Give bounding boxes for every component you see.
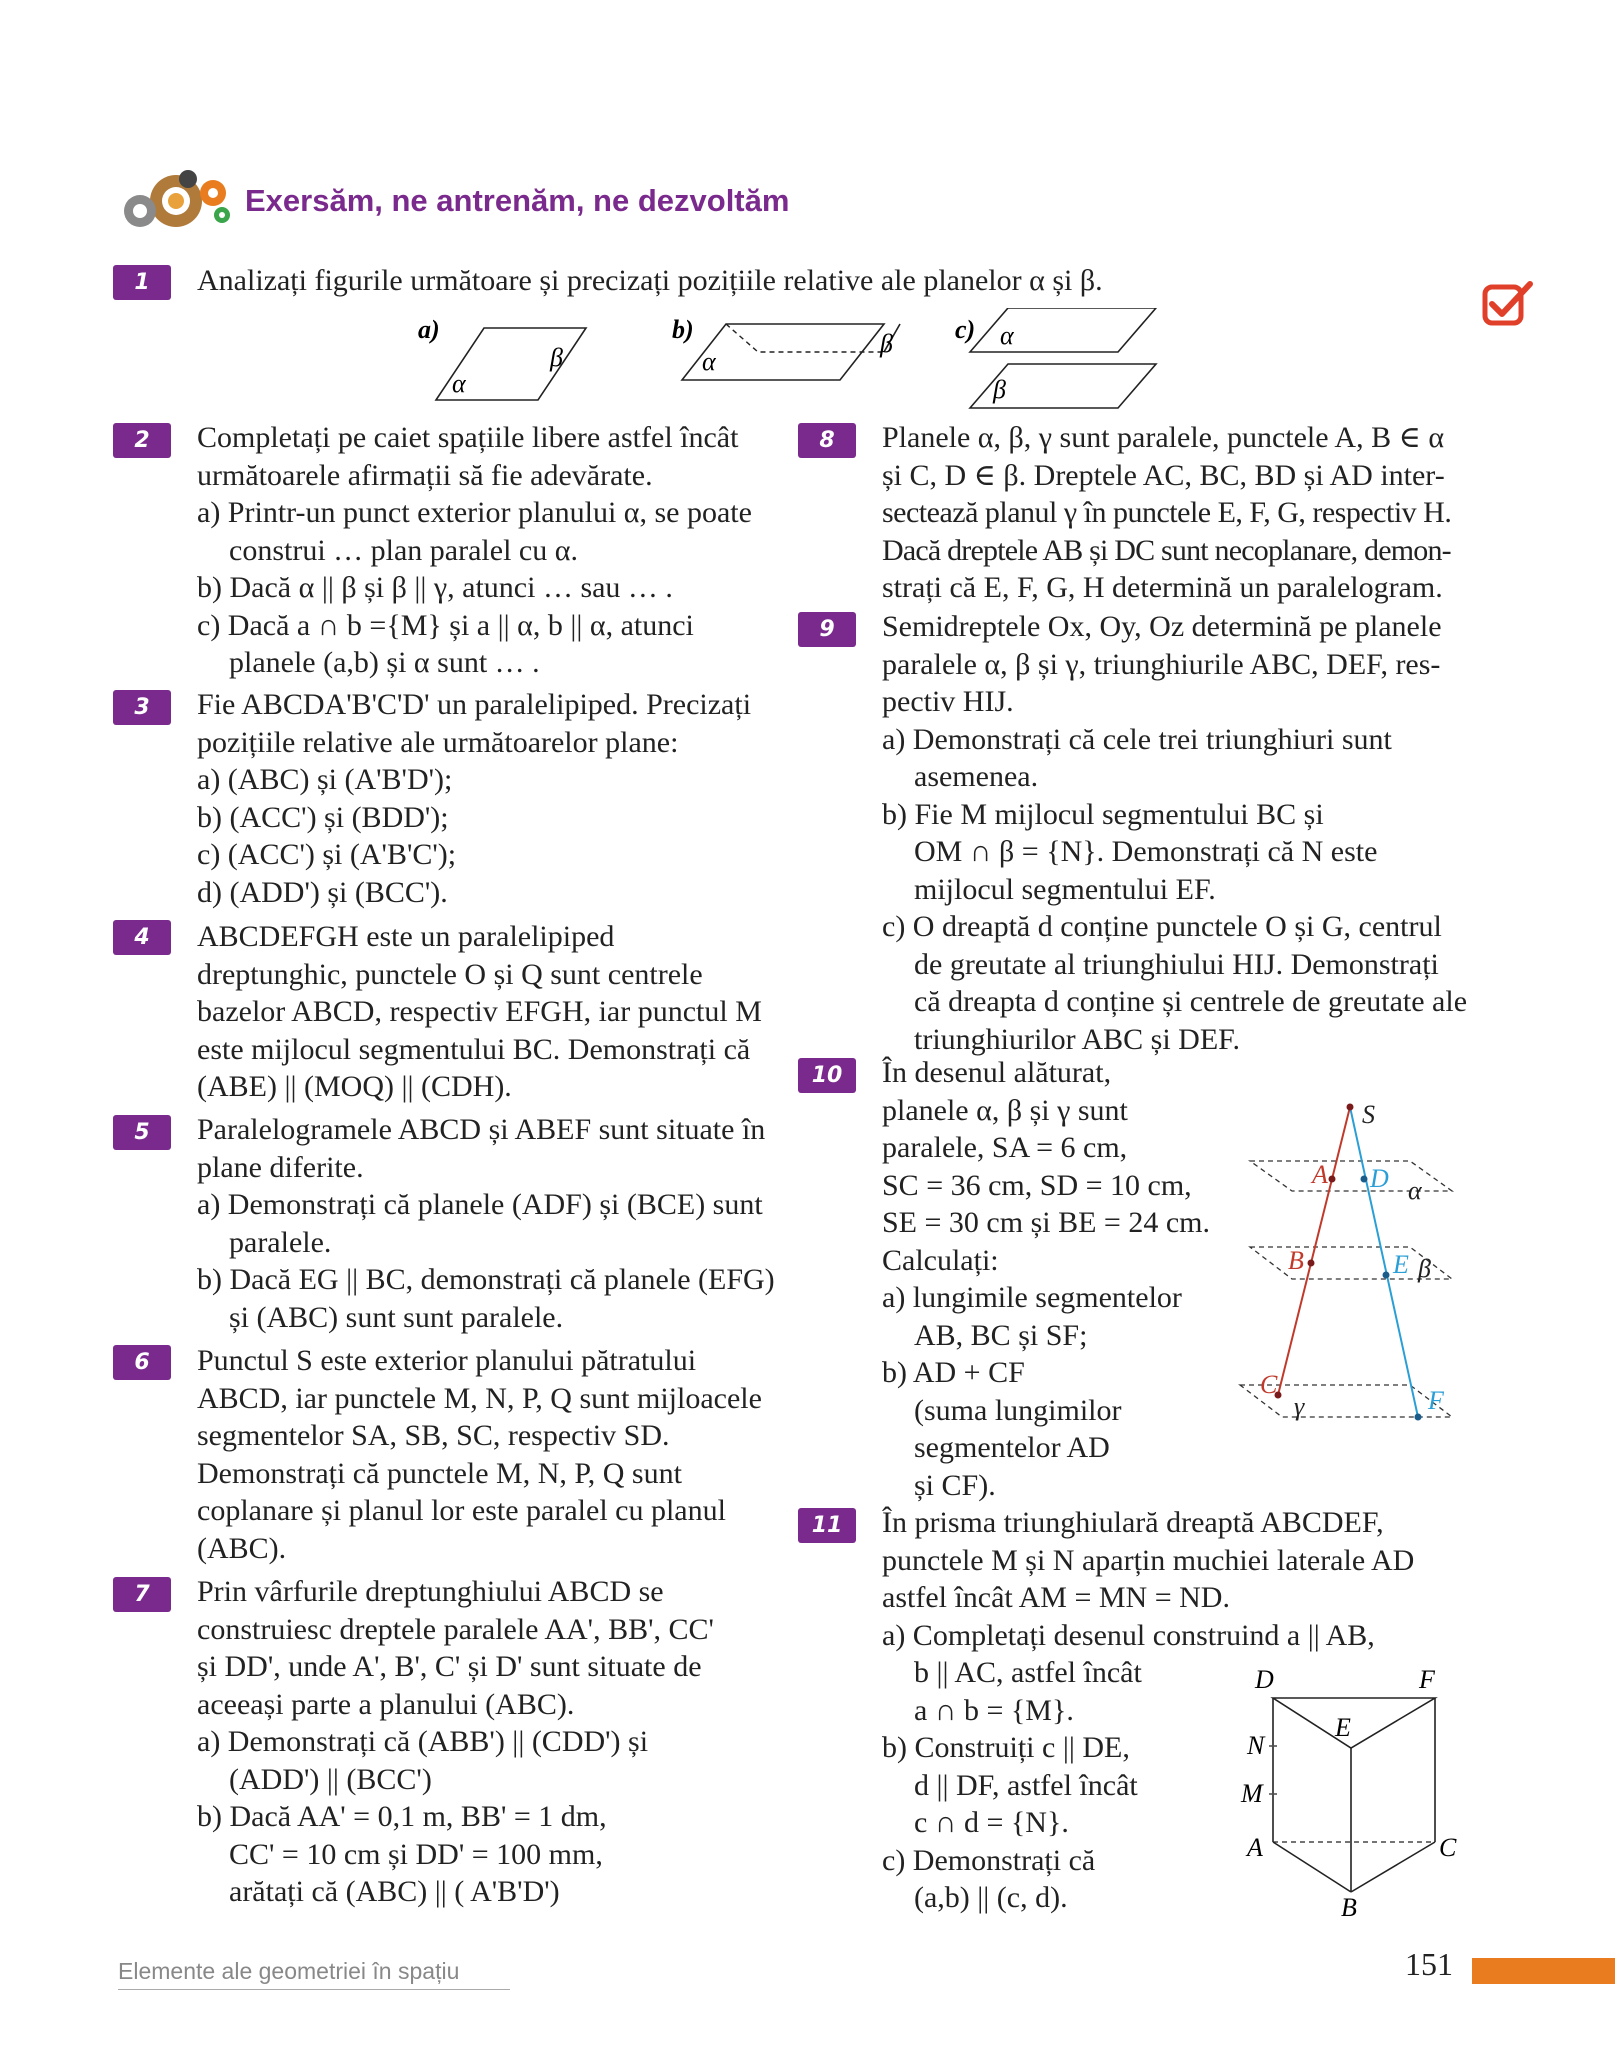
fig10-S: S bbox=[1362, 1100, 1375, 1129]
ex9-a: a) Demonstrați că cele trei triunghiuri sunt bbox=[882, 722, 1392, 756]
ex4-line: bazelor ABCD, respectiv EFGH, iar punctul M bbox=[197, 995, 762, 1028]
ex8-line: și C, D ∈ β. Dreptele AC, BC, BD și AD inter- bbox=[882, 458, 1445, 492]
ex3-c: c) (ACC') și (A'B'C'); bbox=[197, 838, 457, 871]
ex10-a: a) lungimile segmentelor bbox=[882, 1281, 1182, 1314]
ex11-line: astfel încât AM = MN = ND. bbox=[882, 1581, 1230, 1614]
checkbox-checked-icon bbox=[1482, 280, 1534, 326]
ex6-line: Punctul S este exterior planului pătratului bbox=[197, 1344, 697, 1377]
ex9-c-cont: de greutate al triunghiului HIJ. Demonstrați bbox=[914, 947, 1439, 981]
ex2-line: următoarele afirmații să fie adevărate. bbox=[197, 458, 653, 492]
ex11-c-cont: (a,b) || (c, d). bbox=[914, 1881, 1068, 1914]
fig-a-beta: β bbox=[550, 343, 563, 372]
fig10-gamma: γ bbox=[1294, 1392, 1305, 1421]
ex1-text: Analizați figurile următoare și precizați pozițiile relative ale planelor α și β. bbox=[197, 264, 1103, 297]
exercise-number-3: 3 bbox=[113, 690, 171, 725]
ex9-line: pectiv HIJ. bbox=[882, 685, 1014, 718]
ex6-line: (ABC). bbox=[197, 1531, 287, 1565]
ex8-line: strați că E, F, G, H determină un paralelogram. bbox=[882, 571, 1443, 604]
ex10-line: paralele, SA = 6 cm, bbox=[882, 1131, 1128, 1164]
exercise-number-2: 2 bbox=[113, 423, 171, 458]
ex10-b-cont: și CF). bbox=[914, 1468, 996, 1502]
ex10-text bbox=[882, 1054, 1210, 1504]
fig10-D: D bbox=[1370, 1164, 1389, 1193]
footer-accent-bar bbox=[1472, 1958, 1615, 1984]
ex4-line: este mijlocul segmentului BC. Demonstrați că bbox=[197, 1032, 751, 1066]
ex10-line: planele α, β și γ sunt bbox=[882, 1093, 1128, 1127]
ex9-b: b) Fie M mijlocul segmentului BC și bbox=[882, 797, 1324, 831]
ex10-line: SC = 36 cm, SD = 10 cm, bbox=[882, 1168, 1192, 1202]
ex6-line: segmentelor SA, SB, SC, respectiv SD. bbox=[197, 1419, 670, 1452]
ex7-line: aceeași parte a planului (ABC). bbox=[197, 1687, 575, 1721]
ex9-a-cont: asemenea. bbox=[914, 760, 1039, 793]
exercise-number-8: 8 bbox=[798, 423, 856, 458]
ex11-a-cont: b || AC, astfel încât bbox=[914, 1656, 1142, 1689]
ex9-b-cont: mijlocul segmentului EF. bbox=[914, 872, 1216, 906]
ex11-b: b) Construiți c || DE, bbox=[882, 1731, 1130, 1764]
ex6-line: Demonstrați că punctele M, N, P, Q sunt bbox=[197, 1456, 682, 1490]
ex5-b-cont: și (ABC) sunt sunt paralele. bbox=[229, 1300, 564, 1334]
fig-b-beta: β bbox=[880, 329, 893, 358]
ex9-text bbox=[882, 608, 1467, 1058]
ex2-a: a) Printr-un punct exterior planului α, se poate bbox=[197, 496, 752, 529]
ex3-b: b) (ACC') și (BDD'); bbox=[197, 800, 449, 834]
ex11-a-cont: a ∩ b = {M}. bbox=[914, 1693, 1074, 1727]
fig-c-label: c) bbox=[955, 315, 976, 344]
fig-c-alpha: α bbox=[1000, 321, 1014, 350]
fig10-beta: β bbox=[1418, 1254, 1431, 1283]
fig11-C: C bbox=[1439, 1833, 1457, 1862]
ex4-line: (ABE) || (MOQ) || (CDH). bbox=[197, 1070, 512, 1103]
page-title: Exersăm, ne antrenăm, ne dezvoltăm bbox=[245, 183, 790, 218]
ex10-line: Calculați: bbox=[882, 1243, 999, 1277]
ex3-line: pozițiile relative ale următoarelor plane: bbox=[197, 725, 679, 759]
fig-a-label: a) bbox=[418, 315, 440, 344]
ex10-a-cont: AB, BC și SF; bbox=[914, 1318, 1088, 1352]
ex9-line: paralele α, β și γ, triunghiurile ABC, DEF, res- bbox=[882, 647, 1441, 681]
fig-b-label: b) bbox=[672, 315, 694, 344]
ex8-text bbox=[882, 419, 1451, 607]
ex5-a-cont: paralele. bbox=[229, 1225, 332, 1259]
ex7-b: b) Dacă AA' = 0,1 m, BB' = 1 dm, bbox=[197, 1800, 607, 1833]
ex10-line: SE = 30 cm și BE = 24 cm. bbox=[882, 1206, 1210, 1239]
ex7-a-cont: (ADD') || (BCC') bbox=[229, 1762, 432, 1796]
ex7-line: și DD', unde A', B', C' și D' sunt situate de bbox=[197, 1650, 702, 1683]
ex2-c-cont: planele (a,b) și α sunt … . bbox=[229, 646, 540, 679]
fig-b-alpha: α bbox=[702, 347, 716, 376]
ex2-text bbox=[197, 419, 752, 682]
ex10-b: b) AD + CF bbox=[882, 1356, 1025, 1389]
ex5-b: b) Dacă EG || BC, demonstrați că planele (EFG) bbox=[197, 1263, 775, 1296]
ex8-line: Planele α, β, γ sunt paralele, punctele A, B ∈ α bbox=[882, 421, 1445, 454]
ex5-a: a) Demonstrați că planele (ADF) și (BCE) sunt bbox=[197, 1188, 763, 1221]
ex8-line: sectează planul γ în punctele E, F, G, respectiv H. bbox=[882, 496, 1452, 529]
fig11-M: M bbox=[1241, 1779, 1263, 1808]
ex11-prism-figure bbox=[1235, 1660, 1465, 1920]
exercise-number-11: 11 bbox=[798, 1508, 856, 1543]
ex5-line: plane diferite. bbox=[197, 1150, 364, 1184]
ex10-b-cont: segmentelor AD bbox=[914, 1431, 1110, 1464]
fig11-A: A bbox=[1247, 1833, 1263, 1862]
ex9-line: Semidreptele Ox, Oy, Oz determină pe planele bbox=[882, 610, 1442, 643]
ex2-a-cont: construi … plan paralel cu α. bbox=[229, 533, 578, 567]
ex7-a: a) Demonstrați că (ABB') || (CDD') și bbox=[197, 1725, 649, 1758]
exercise-number-6: 6 bbox=[113, 1345, 171, 1380]
footer-chapter-title: Elemente ale geometriei în spațiu bbox=[118, 1958, 510, 1990]
ex4-line: ABCDEFGH este un paralelipiped bbox=[197, 920, 615, 953]
exercise-number-7: 7 bbox=[113, 1577, 171, 1612]
ex4-line: dreptunghic, punctele O și Q sunt centrele bbox=[197, 957, 703, 991]
fig10-E: E bbox=[1393, 1250, 1409, 1279]
fig11-N: N bbox=[1247, 1731, 1265, 1760]
exercise-number-4: 4 bbox=[113, 920, 171, 955]
ex3-text bbox=[197, 686, 751, 911]
ex11-b-cont: c ∩ d = {N}. bbox=[914, 1806, 1069, 1839]
ex10-figure bbox=[1230, 1095, 1460, 1435]
ex11-line: punctele M și N aparțin muchiei laterale AD bbox=[882, 1543, 1415, 1577]
fig11-E: E bbox=[1335, 1713, 1351, 1742]
ex10-b-cont: (suma lungimilor bbox=[914, 1393, 1122, 1427]
ex7-text bbox=[197, 1573, 714, 1911]
fig10-C: C bbox=[1260, 1370, 1278, 1399]
ex7-b-cont: CC' = 10 cm și DD' = 100 mm, bbox=[229, 1837, 603, 1871]
ex6-line: coplanare și planul lor este paralel cu planul bbox=[197, 1494, 726, 1527]
page-number: 151 bbox=[1405, 1946, 1453, 1982]
fig11-B: B bbox=[1341, 1893, 1357, 1920]
ex11-b-cont: d || DF, astfel încât bbox=[914, 1768, 1138, 1802]
ex9-c-cont: că dreapta d conține și centrele de greutate ale bbox=[914, 985, 1468, 1018]
ex1-figures bbox=[400, 308, 1180, 416]
ex8-line: Dacă dreptele AB și DC sunt necoplanare, demon- bbox=[882, 533, 1451, 567]
fig11-F: F bbox=[1419, 1665, 1435, 1694]
fig-c-beta: β bbox=[993, 375, 1006, 404]
ex3-d: d) (ADD') și (BCC'). bbox=[197, 875, 448, 909]
ex5-text bbox=[197, 1111, 775, 1336]
fig-a-alpha: α bbox=[452, 369, 466, 398]
exercise-number-10: 10 bbox=[798, 1058, 856, 1093]
ex7-line: construiesc dreptele paralele AA', BB', CC' bbox=[197, 1612, 714, 1646]
ex2-b: b) Dacă α || β și β || γ, atunci … sau … . bbox=[197, 571, 673, 604]
ex9-c: c) O dreaptă d conține punctele O și G, centrul bbox=[882, 910, 1442, 943]
ex2-c: c) Dacă a ∩ b ={M} și a || α, b || α, atunci bbox=[197, 608, 694, 642]
exercise-number-5: 5 bbox=[113, 1115, 171, 1150]
ex11-a: a) Completați desenul construind a || AB, bbox=[882, 1618, 1375, 1652]
fig11-D: D bbox=[1255, 1665, 1274, 1694]
ex2-line: Completați pe caiet spațiile libere astfel încât bbox=[197, 421, 739, 454]
fig10-alpha: α bbox=[1408, 1176, 1422, 1205]
fig10-B: B bbox=[1288, 1246, 1304, 1275]
ex9-c-cont: triunghiurilor ABC și DEF. bbox=[914, 1022, 1240, 1056]
ex11-c: c) Demonstrați că bbox=[882, 1843, 1096, 1877]
fig10-F: F bbox=[1428, 1386, 1444, 1415]
ex10-line: În desenul alăturat, bbox=[882, 1056, 1112, 1089]
ex3-line: Fie ABCDA'B'C'D' un paralelipiped. Precizați bbox=[197, 688, 752, 721]
ex4-text bbox=[197, 918, 762, 1106]
ex9-b-cont: OM ∩ β = {N}. Demonstrați că N este bbox=[914, 835, 1378, 868]
exercise-number-1: 1 bbox=[113, 265, 171, 300]
ex7-line: Prin vârfurile dreptunghiului ABCD se bbox=[197, 1575, 664, 1608]
ex6-line: ABCD, iar punctele M, N, P, Q sunt mijloacele bbox=[197, 1381, 762, 1415]
gears-icon bbox=[118, 165, 236, 237]
ex5-line: Paralelogramele ABCD și ABEF sunt situate în bbox=[197, 1113, 766, 1146]
ex3-a: a) (ABC) și (A'B'D'); bbox=[197, 763, 453, 796]
ex7-b-cont: arătați că (ABC) || ( A'B'D') bbox=[229, 1875, 560, 1908]
ex6-text bbox=[197, 1342, 762, 1567]
fig10-A: A bbox=[1312, 1160, 1328, 1189]
ex11-line: În prisma triunghiulară dreaptă ABCDEF, bbox=[882, 1506, 1384, 1539]
exercise-number-9: 9 bbox=[798, 612, 856, 647]
